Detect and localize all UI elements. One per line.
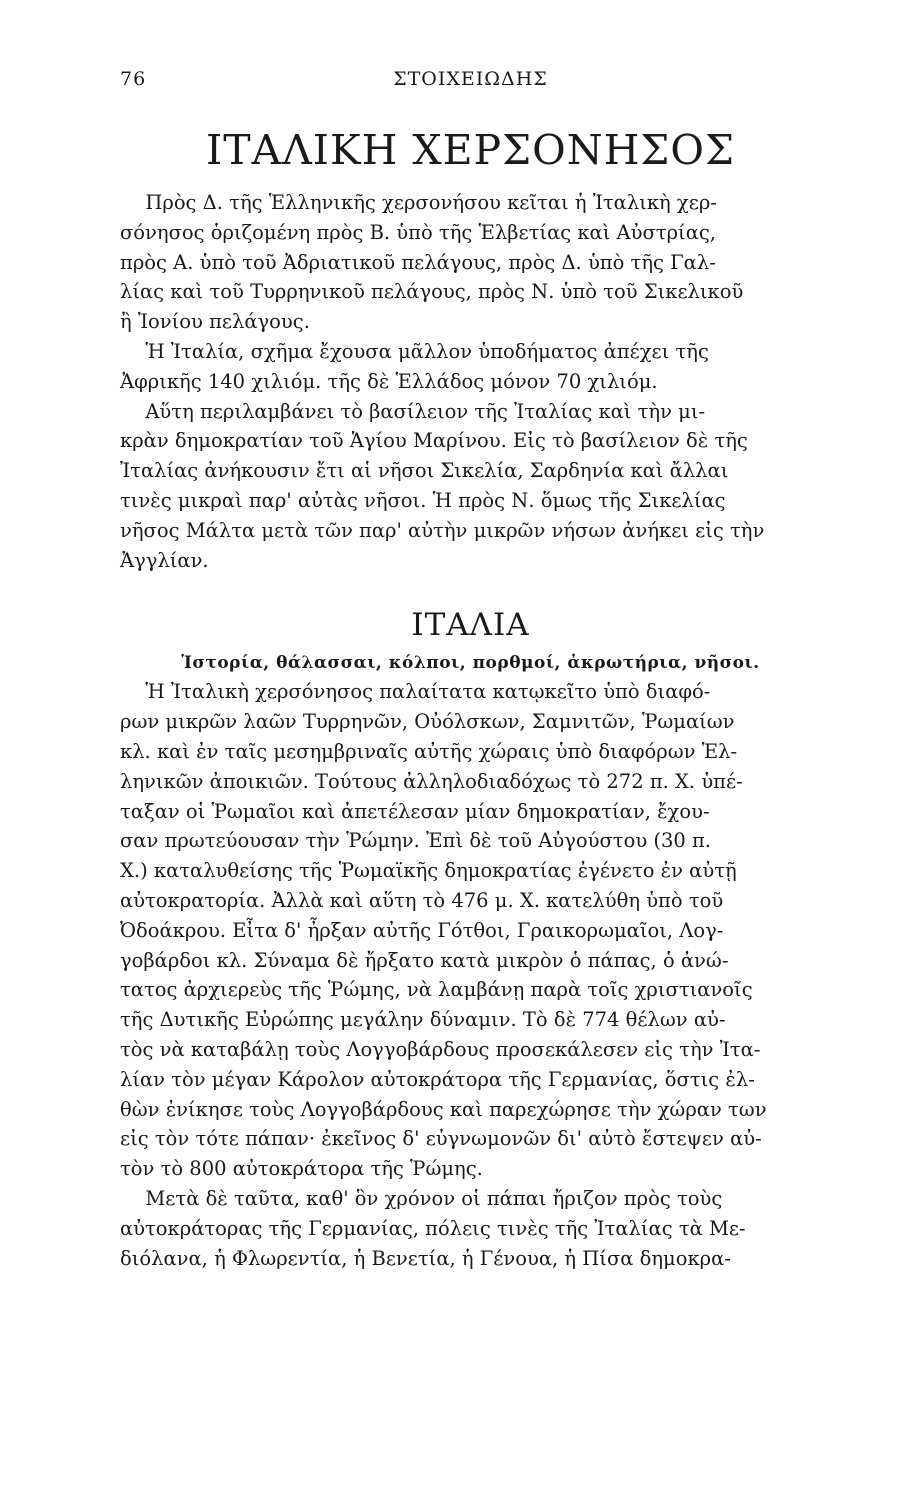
text-line: Χ.) καταλυθείσης τῆς Ῥωμαϊκῆς δημοκρατίας ἐγένετο ἐν αὐτῇ [120,859,737,883]
text-line: εἰς τὸν τότε πάπαν· ἐκεῖνος δ' εὐγνωμονῶν δι' αὐτὸ ἔστεψεν αὐ- [120,1127,762,1151]
text-line: Ἡ Ἰταλικὴ χερσόνησος παλαίτατα κατῳκεῖτο ὑπὸ διαφό- [145,680,711,704]
section-subjects: Ἱστορία, θάλασσαι, κόλποι, πορθμοί, ἀκρωτήρια, νῆσοι. [181,653,760,674]
text-line: τὸς νὰ καταβάλῃ τοὺς Λογγοβάρδους προσεκάλεσεν εἰς τὴν Ἰτα- [120,1037,761,1061]
section-title: ΙΤΑΛΙΑ [411,607,530,644]
running-head [120,56,821,96]
text-line: Ἰταλίας ἀνήκουσιν ἔτι αἱ νῆσοι Σικελία, Σαρδηνία καὶ ἄλλαι [120,459,729,483]
text-line: τινὲς μικραὶ παρ' αὐτὰς νῆσοι. Ἡ πρὸς Ν. ὅμως τῆς Σικελίας [120,488,726,512]
text-line: λίας καὶ τοῦ Τυρρηνικοῦ πελάγους, πρὸς Ν. ὑπὸ τοῦ Σικελικοῦ [120,280,744,304]
running-title: ΣΤΟΙΧΕΙΩΔΗΣ [393,68,548,90]
text-line: γοβάρδοι κλ. Σύναμα δὲ ἤρξατο κατὰ μικρὸν ὁ πάπας, ὁ ἀνώ- [120,948,729,972]
text-line: Ὀδοάκρου. Εἶτα δ' ἦρξαν αὐτῆς Γότθοι, Γραικορωμαῖοι, Λογ- [120,918,724,942]
text-line: τατος ἀρχιερεὺς τῆς Ῥώμης, νὰ λαμβάνῃ παρὰ τοῖς χριστιανοῖς [120,978,753,1002]
chapter-title: ΙΤΑΛΙΚΗ ΧΕΡΣΟΝΗΣΟΣ [206,126,735,174]
italy-section [120,677,821,1273]
text-line: σαν πρωτεύουσαν τὴν Ῥώμην. Ἐπὶ δὲ τοῦ Αὐγούστου (30 π. [120,829,712,853]
text-line: Ἀγγλίαν. [120,548,209,572]
text-line: ρων μικρῶν λαῶν Τυρρηνῶν, Οὐόλσκων, Σαμνιτῶν, Ῥωμαίων [120,710,735,734]
text-line: σόνησος ὁριζομένη πρὸς Β. ὑπὸ τῆς Ἑλβετίας καὶ Αὐστρίας, [120,220,716,244]
text-line: νῆσος Μάλτα μετὰ τῶν παρ' αὐτὴν μικρῶν νήσων ἀνήκει εἰς τὴν [120,518,765,542]
text-line: πρὸς Α. ὑπὸ τοῦ Ἀδριατικοῦ πελάγους, πρὸς Δ. ὑπὸ τῆς Γαλ- [120,250,716,274]
text-line: κλ. καὶ ἐν ταῖς μεσημβριναῖς αὐτῆς χώραις ὑπὸ διαφόρων Ἑλ- [120,739,738,763]
text-line: Ἡ Ἰταλία, σχῆμα ἔχουσα μᾶλλον ὑποδήματος ἀπέχει τῆς [145,339,709,363]
text-line: τῆς Δυτικῆς Εὐρώπης μεγάλην δύναμιν. Τὸ δὲ 774 θέλων αὐ- [120,1008,726,1032]
text-line: Ἀφρικῆς 140 χιλιόμ. τῆς δὲ Ἑλλάδος μόνον 70 χιλιόμ. [120,369,658,393]
text-line: Πρὸς Δ. τῆς Ἑλληνικῆς χερσονήσου κεῖται ἡ Ἰταλικὴ χερ- [145,191,717,214]
text-line: θὼν ἐνίκησε τοὺς Λογγοβάρδους καὶ παρεχώρησε τὴν χώραν των [120,1097,767,1121]
text-line: τὸν τὸ 800 αὐτοκράτορα τῆς Ῥώμης. [120,1157,483,1181]
text-line: Μετὰ δὲ ταῦτα, καθ' ὃν χρόνον οἱ πάπαι ἤριζον πρὸς τοὺς [145,1186,723,1210]
history-paragraph-1 [120,677,821,1184]
text-line: ταξαν οἱ Ῥωμαῖοι καὶ ἀπετέλεσαν μίαν δημοκρατίαν, ἔχου- [120,799,710,823]
history-paragraph-2 [120,1184,821,1273]
intro-section [120,188,821,575]
text-line: διόλανα, ἡ Φλωρεντία, ἡ Βενετία, ἡ Γένουα, ἡ Πίσα δημοκρα- [120,1246,731,1270]
text-line: αὐτοκράτορας τῆς Γερμανίας, πόλεις τινὲς τῆς Ἰταλίας τὰ Με- [120,1216,746,1240]
intro-paragraph-3 [120,397,821,576]
text-line: λίαν τὸν μέγαν Κάρολον αὐτοκράτορα τῆς Γερμανίας, ὅστις ἐλ- [120,1067,755,1091]
text-line: ληνικῶν ἀποικιῶν. Τούτους ἀλληλοδιαδόχως τὸ 272 π. Χ. ὑπέ- [120,769,743,793]
text-line: αὐτοκρατορία. Ἀλλὰ καὶ αὕτη τὸ 476 μ. Χ. κατελύθη ὑπὸ τοῦ [120,888,724,912]
intro-paragraph-1 [120,188,821,337]
text-line: κρὰν δημοκρατίαν τοῦ Ἁγίου Μαρίνου. Εἰς τὸ βασίλειον δὲ τῆς [120,429,748,453]
text-line: Αὕτη περιλαμβάνει τὸ βασίλειον τῆς Ἰταλίας καὶ τὴν μι- [145,399,706,423]
page-number: 76 [120,68,147,90]
intro-paragraph-2 [120,337,821,397]
text-line: ἢ Ἰονίου πελάγους. [120,310,310,334]
